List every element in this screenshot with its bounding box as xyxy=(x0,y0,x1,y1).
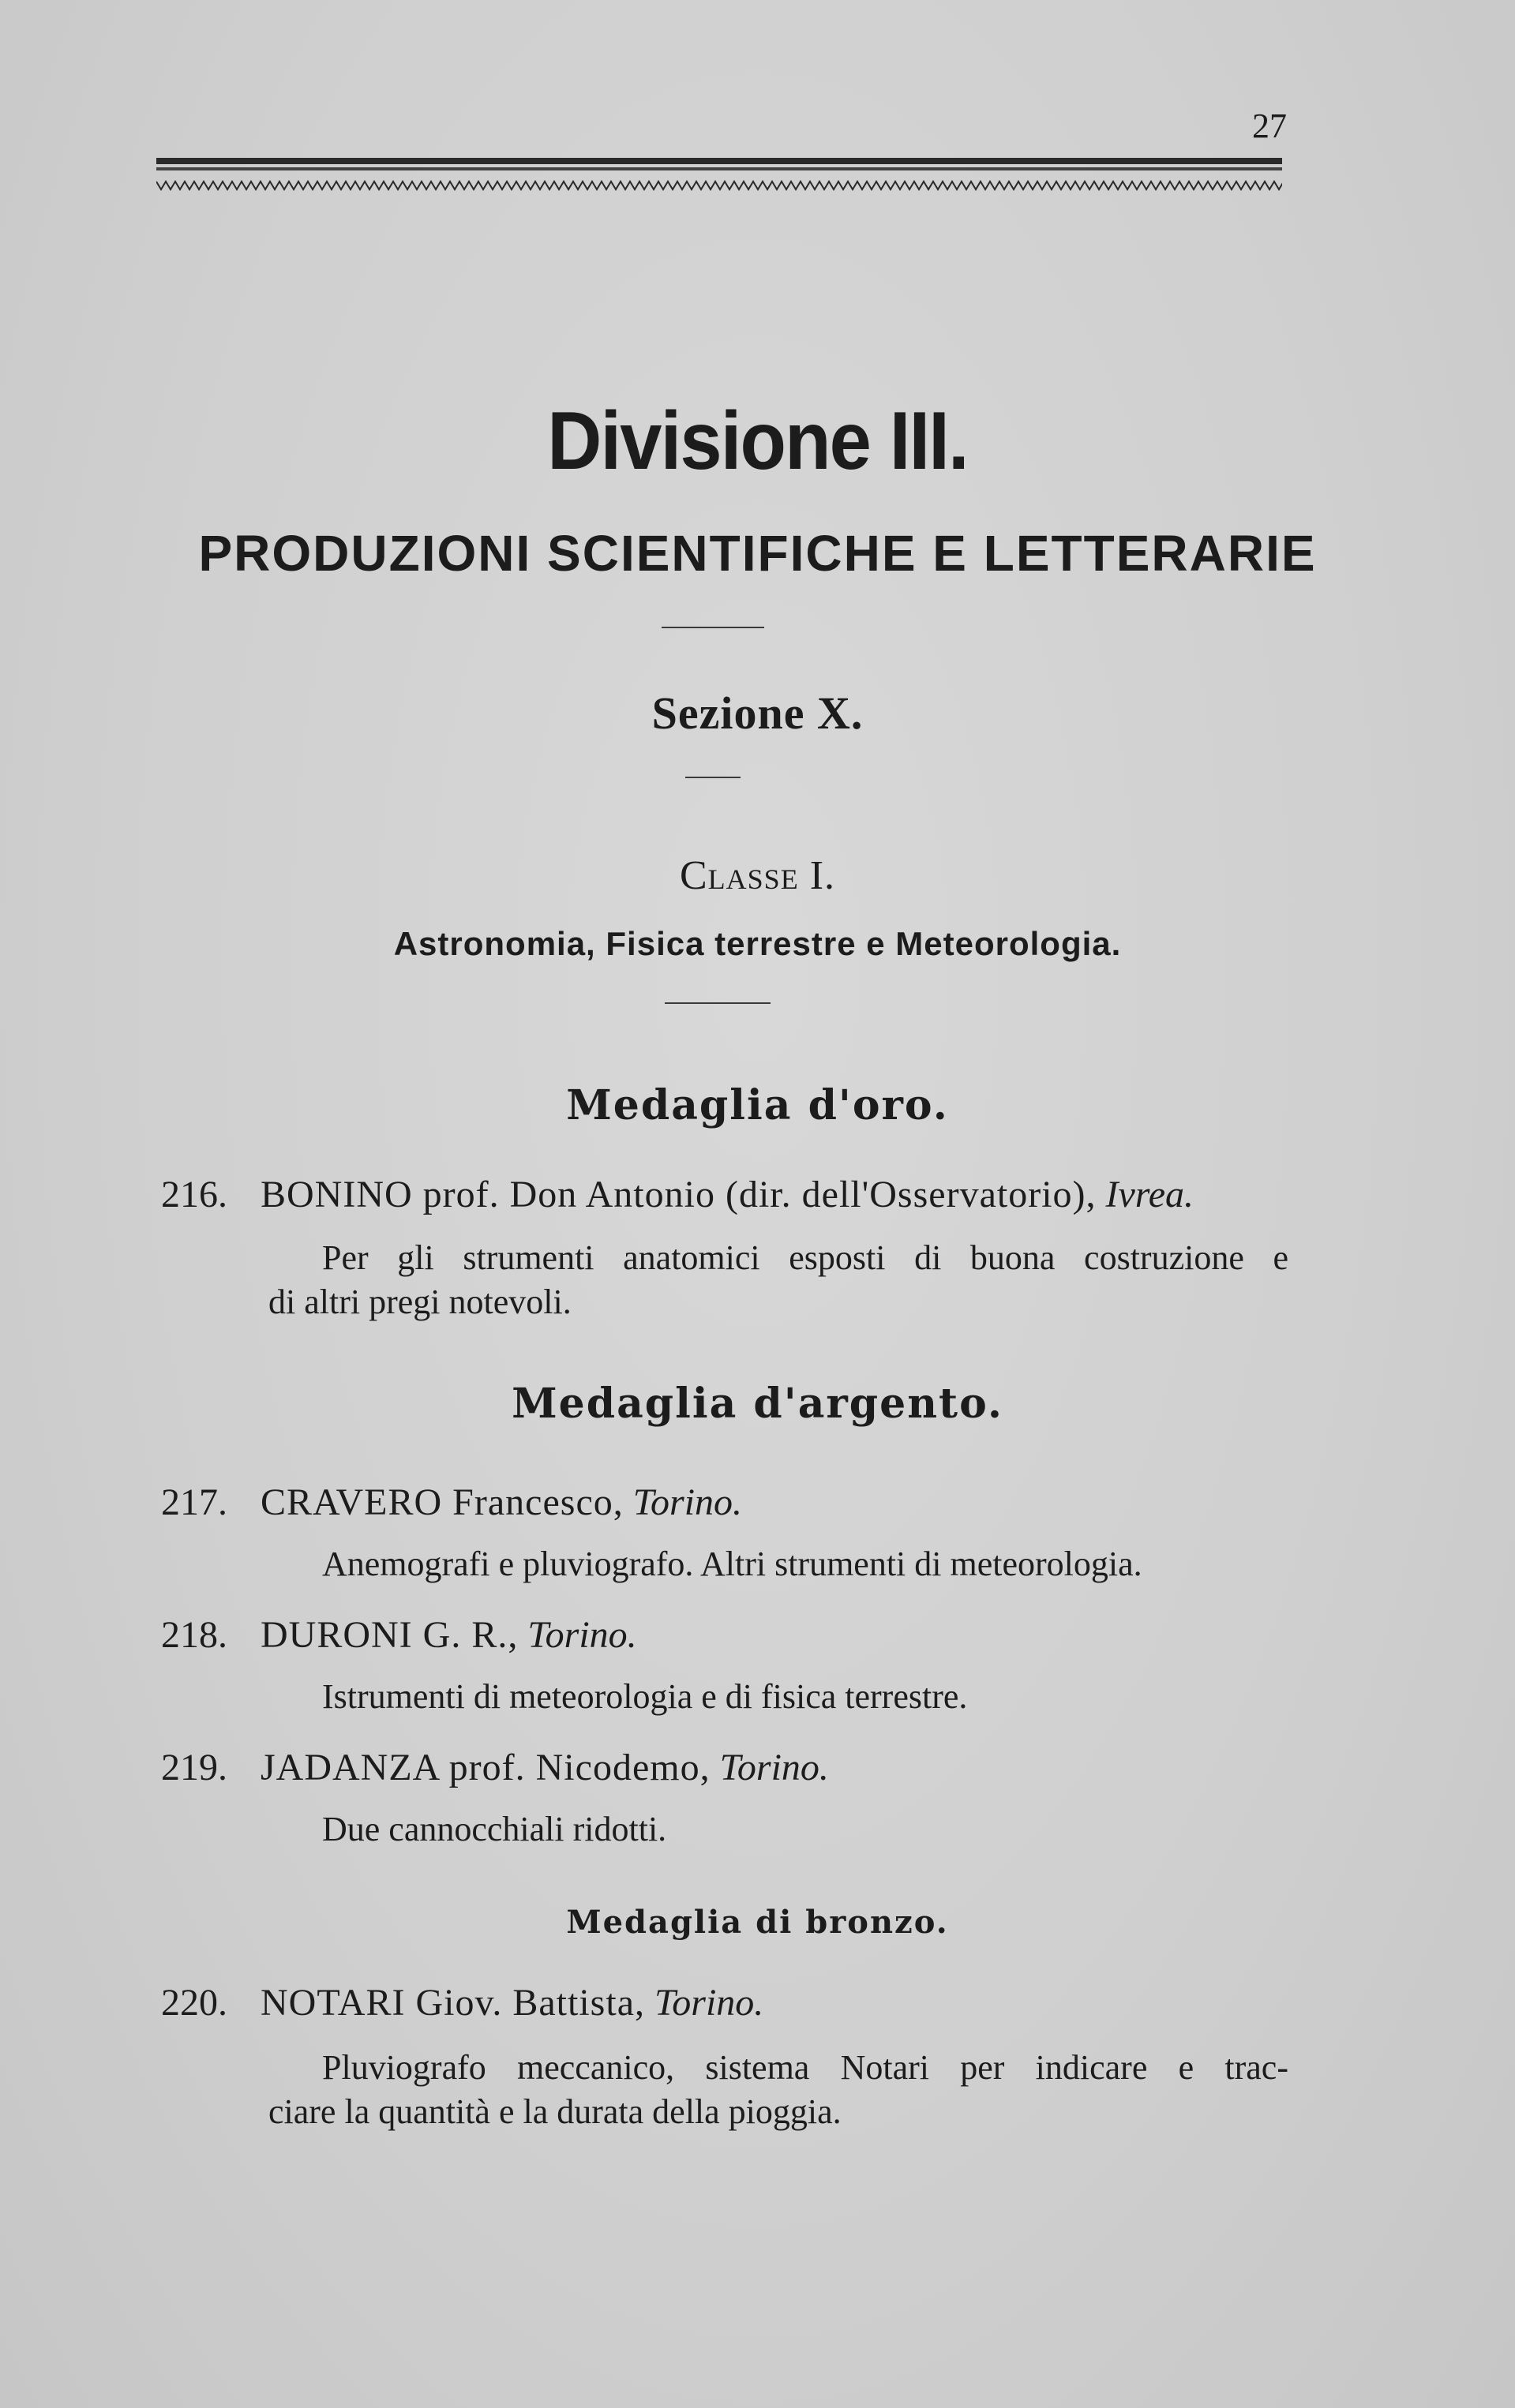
entry-description: Istrumenti di meteorologia e di fisica terrestre. xyxy=(322,1677,968,1716)
entry-number: 216. xyxy=(161,1174,227,1215)
entry-name: CRAVERO Francesco, xyxy=(261,1481,624,1523)
division-subtitle: PRODUZIONI SCIENTIFICHE E LETTERARIE xyxy=(198,525,1317,582)
description-line: di altri pregi notevoli. xyxy=(268,1283,572,1321)
divider-rule xyxy=(665,1002,771,1004)
entry-place: Torino. xyxy=(632,1481,743,1523)
description-line: ciare la quantità e la durata della pioggia. xyxy=(268,2092,842,2131)
entry-name: BONINO prof. Don Antonio (dir. dell'Osservatorio), xyxy=(261,1174,1097,1215)
entry-name: DURONI G. R., xyxy=(261,1614,519,1656)
description-line: Pluviografo meccanico, sistema Notari per indicare e trac- xyxy=(322,2048,1288,2087)
entry-description: Anemografi e pluviografo. Altri strumenti di meteorologia. xyxy=(322,1545,1142,1583)
entry-216 xyxy=(161,1173,1290,1216)
section-title: Sezione X. xyxy=(651,687,864,739)
division-title: Divisione III. xyxy=(547,395,968,487)
entry-place: Torino. xyxy=(719,1747,829,1788)
decorative-border-ornament xyxy=(156,155,1282,197)
entry-217 xyxy=(161,1481,1290,1524)
entry-description xyxy=(268,2046,1288,2134)
description-line: Per gli strumenti anatomici esposti di buona costruzione e xyxy=(322,1238,1288,1277)
entry-description: Due cannocchiali ridotti. xyxy=(322,1810,667,1848)
divider-rule xyxy=(662,627,764,628)
entry-219 xyxy=(161,1746,1290,1789)
entry-place: Ivrea. xyxy=(1105,1174,1194,1215)
page-number: 27 xyxy=(1252,107,1287,145)
divider-rule xyxy=(685,777,741,778)
entry-description xyxy=(268,1236,1288,1324)
class-subtitle: Astronomia, Fisica terrestre e Meteorologia. xyxy=(393,925,1122,962)
medal-heading-silver: Medaglia d'argento. xyxy=(512,1380,1003,1428)
entry-name: JADANZA prof. Nicodemo, xyxy=(261,1747,711,1788)
entry-number: 220. xyxy=(161,1982,227,2024)
medal-heading-bronze: Medaglia di bronzo. xyxy=(566,1904,949,1941)
entry-place: Torino. xyxy=(527,1614,637,1656)
entry-number: 217. xyxy=(161,1481,227,1523)
entry-220 xyxy=(161,1981,1290,2024)
entry-place: Torino. xyxy=(654,1982,764,2024)
medal-heading-gold: Medaglia d'oro. xyxy=(566,1081,949,1129)
entry-name: NOTARI Giov. Battista, xyxy=(261,1982,645,2024)
entry-number: 219. xyxy=(161,1747,227,1788)
class-title: Classe I. xyxy=(679,853,836,898)
entry-218 xyxy=(161,1613,1290,1657)
entry-number: 218. xyxy=(161,1614,227,1656)
